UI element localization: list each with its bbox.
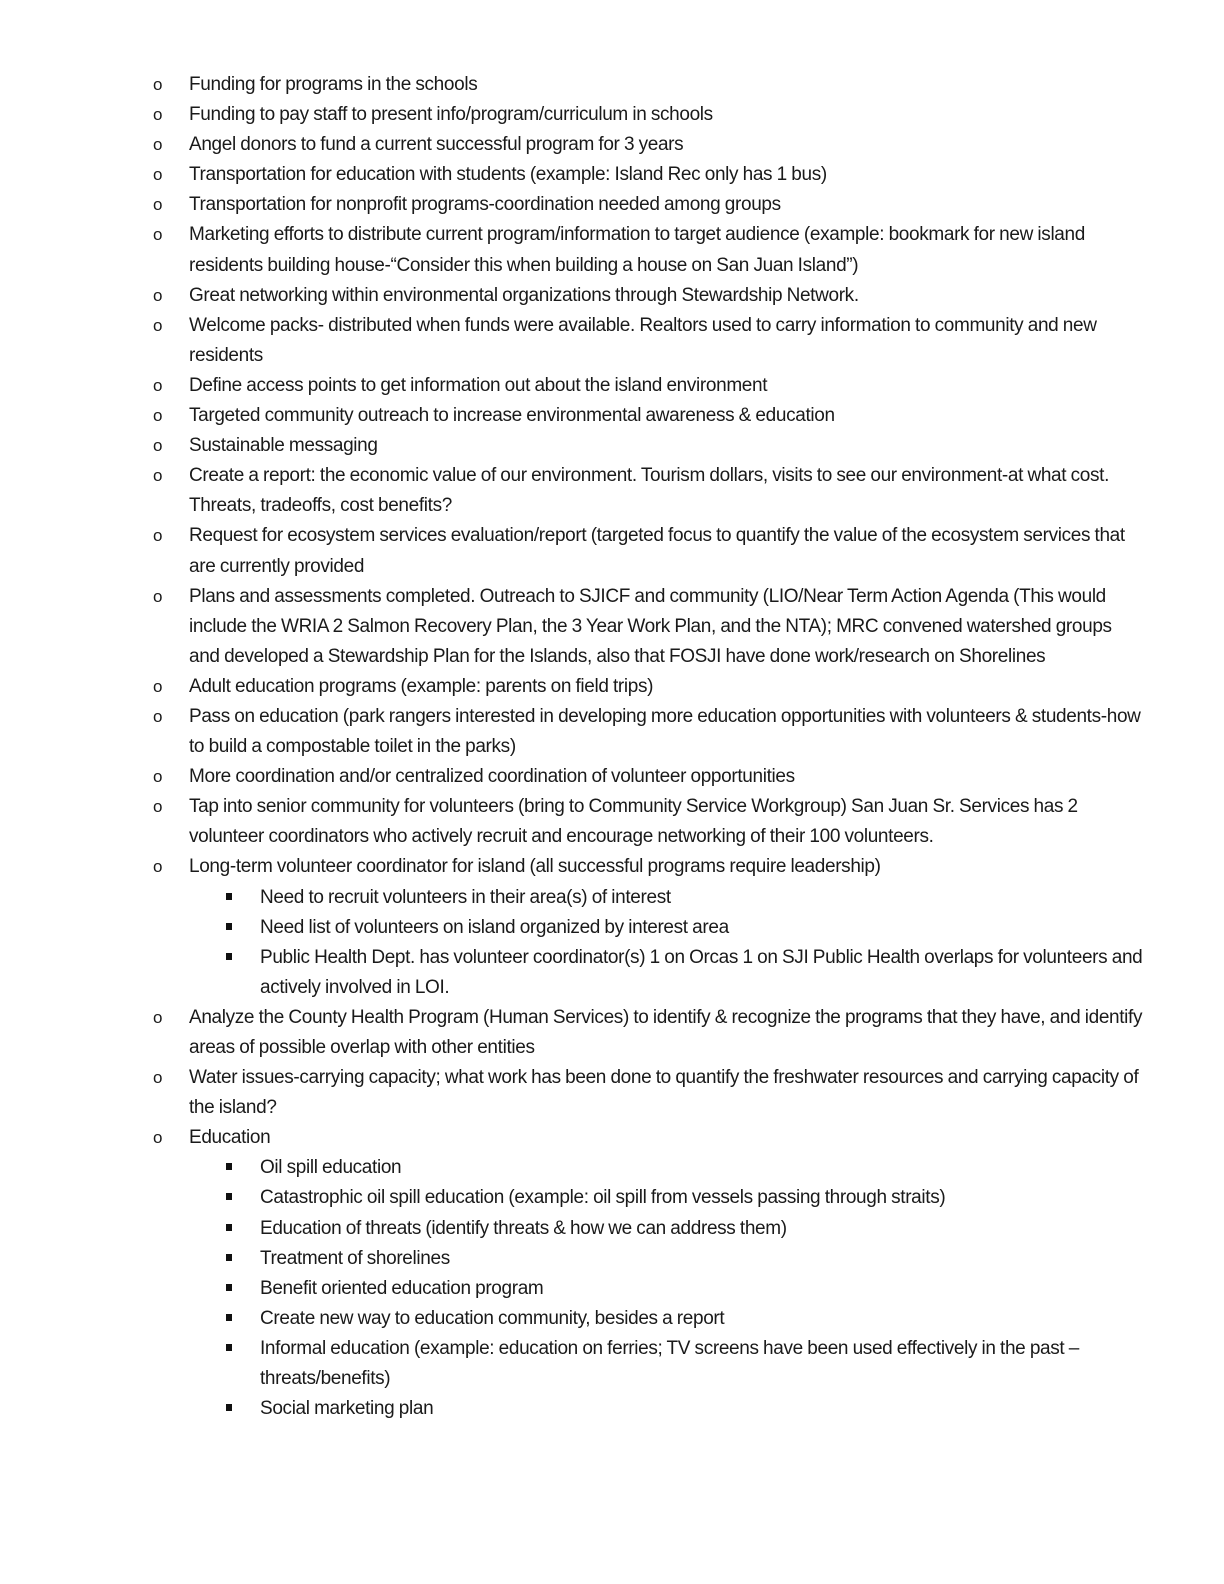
square-bullet-icon (226, 1244, 232, 1274)
list-item-text: Request for ecosystem services evaluation/report (targeted focus to quantify the value of the ecosystem services that are currently provided (189, 525, 1125, 577)
list-item-text: Sustainable messaging (189, 435, 378, 457)
square-bullet-icon (226, 1214, 232, 1244)
list-item-text: Transportation for education with students (example: Island Rec only has 1 bus) (189, 164, 827, 186)
list-item-text: Define access points to get information out about the island environment (189, 374, 768, 396)
list-item (0, 190, 1144, 220)
list-item-text: Marketing efforts to distribute current program/information to target audience (example: bookmark for new island residents building house-“Consider this when building a house on San Juan Island”) (189, 224, 1085, 276)
list-item-text: Funding for programs in the schools (189, 74, 478, 95)
list-item-text: Education (189, 1127, 271, 1149)
list-item-text: Transportation for nonprofit programs-coordination needed among groups (189, 194, 781, 216)
square-bullet-icon (226, 913, 232, 943)
circle-bullet-icon: o (153, 165, 163, 185)
circle-bullet-icon: o (153, 1068, 163, 1088)
square-bullet-icon (226, 1334, 232, 1364)
list-item-text: Adult education programs (example: parents on field trips) (189, 675, 654, 697)
sub-list-item (0, 1334, 1144, 1394)
square-bullet-icon (226, 1304, 232, 1334)
circle-bullet-icon: o (153, 225, 163, 245)
circle-bullet-icon: o (153, 375, 163, 395)
circle-bullet-icon: o (153, 676, 163, 696)
square-bullet-icon (226, 943, 232, 973)
list-item (0, 1003, 1144, 1063)
list-item-text: Plans and assessments completed. Outreach to SJICF and community (LIO/Near Term Action Agenda (This would include the WRIA 2 Salmon Recovery Plan, the 3 Year Work Plan, and the NTA); MRC convened watershed groups and developed a Stewardship Plan for the Islands, also that FOSJI have done work/research on Shorelines (189, 585, 1112, 667)
list-item (0, 762, 1144, 792)
list-item (0, 401, 1144, 431)
list-item (0, 852, 1144, 882)
circle-bullet-icon: o (153, 857, 163, 877)
sub-list-item (0, 1183, 1144, 1213)
sub-list-item (0, 1304, 1144, 1334)
circle-bullet-icon: o (153, 105, 163, 125)
list-item (0, 792, 1144, 852)
square-bullet-icon (226, 1153, 232, 1183)
sub-list-item (0, 943, 1144, 1003)
square-bullet-icon (226, 883, 232, 913)
list-item-text: Analyze the County Health Program (Human Services) to identify & recognize the programs that they have, and identify areas of possible overlap with other entities (189, 1006, 1143, 1058)
list-item-text: Need to recruit volunteers in their area(s) of interest (260, 886, 671, 908)
sub-list-item (0, 1274, 1144, 1304)
list-item (0, 100, 1144, 130)
list-item-text: Treatment of shorelines (260, 1247, 450, 1269)
sub-list-item (0, 1394, 1144, 1424)
list-item-text: More coordination and/or centralized coordination of volunteer opportunities (189, 766, 795, 788)
list-item (0, 521, 1144, 581)
list-item-text: Create a report: the economic value of our environment. Tourism dollars, visits to see our environment-at what cost. Threats, tradeoffs, cost benefits? (189, 465, 1110, 517)
list-item (0, 1063, 1144, 1123)
list-item (0, 582, 1144, 672)
list-item-text: Long-term volunteer coordinator for island (all successful programs require leadership) (189, 856, 881, 878)
list-item-text: Tap into senior community for volunteers (bring to Community Service Workgroup) San Juan Sr. Services has 2 volunteer coordinators who actively recruit and encourage networking of their 100 volunteers. (189, 796, 1078, 848)
circle-bullet-icon: o (153, 406, 163, 426)
list-item-text: Need list of volunteers on island organized by interest area (260, 916, 729, 938)
circle-bullet-icon: o (153, 767, 163, 787)
list-item (0, 311, 1144, 371)
list-item-text: Public Health Dept. has volunteer coordinator(s) 1 on Orcas 1 on SJI Public Health overlaps for volunteers and actively involved in LOI. (260, 946, 1143, 998)
list-item-text: Informal education (example: education on ferries; TV screens have been used effectively in the past – threats/benefits) (260, 1337, 1079, 1390)
list-item (0, 1123, 1144, 1153)
circle-bullet-icon: o (153, 1007, 163, 1027)
list-item-text: Water issues-carrying capacity; what work has been done to quantify the freshwater resources and carrying capacity of the island? (189, 1067, 1139, 1119)
list-item-text: Education of threats (identify threats & how we can address them) (260, 1217, 787, 1239)
circle-bullet-icon: o (153, 195, 163, 215)
list-item-text: Catastrophic oil spill education (example: oil spill from vessels passing through straits) (260, 1187, 946, 1209)
circle-bullet-icon: o (153, 797, 163, 817)
list-item-text: Great networking within environmental organizations through Stewardship Network. (189, 284, 859, 306)
list-item (0, 160, 1144, 190)
sub-list-item (0, 913, 1144, 943)
circle-bullet-icon: o (153, 466, 163, 486)
circle-bullet-icon: o (153, 706, 163, 726)
sub-list-item (0, 883, 1144, 913)
list-item-text: Social marketing plan (260, 1398, 434, 1420)
list-item (0, 281, 1144, 311)
sub-list-item (0, 1153, 1144, 1183)
list-item-text: Pass on education (park rangers interested in developing more education opportunities with volunteers & students-how to build a compostable toilet in the parks) (189, 705, 1141, 758)
list-item-text: Welcome packs- distributed when funds were available. Realtors used to carry information to community and new residents (189, 314, 1097, 366)
square-bullet-icon (226, 1183, 232, 1213)
circle-bullet-icon: o (153, 135, 163, 155)
circle-bullet-icon: o (153, 1128, 163, 1148)
list-item-text: Funding to pay staff to present info/program/curriculum in schools (189, 104, 713, 126)
square-bullet-icon (226, 1274, 232, 1304)
list-item (0, 702, 1144, 762)
circle-bullet-icon: o (153, 315, 163, 335)
list-item-text: Benefit oriented education program (260, 1277, 544, 1299)
list-item (0, 220, 1144, 280)
list-item (0, 130, 1144, 160)
circle-bullet-icon: o (153, 75, 163, 94)
list-item (0, 371, 1144, 401)
document-page (0, 70, 1224, 1424)
circle-bullet-icon: o (153, 436, 163, 456)
circle-bullet-icon: o (153, 586, 163, 606)
circle-bullet-icon: o (153, 285, 163, 305)
list-item (0, 70, 1144, 100)
list-item (0, 431, 1144, 461)
sub-list-item (0, 1214, 1144, 1244)
square-bullet-icon (226, 1394, 232, 1424)
list-item-text: Angel donors to fund a current successful program for 3 years (189, 134, 684, 156)
sub-list-item (0, 1244, 1144, 1274)
circle-bullet-icon: o (153, 526, 163, 546)
list-item-text: Create new way to education community, besides a report (260, 1307, 725, 1329)
list-item-text: Targeted community outreach to increase environmental awareness & education (189, 405, 835, 427)
list-item-text: Oil spill education (260, 1157, 402, 1179)
list-item (0, 461, 1144, 521)
list-item (0, 672, 1144, 702)
